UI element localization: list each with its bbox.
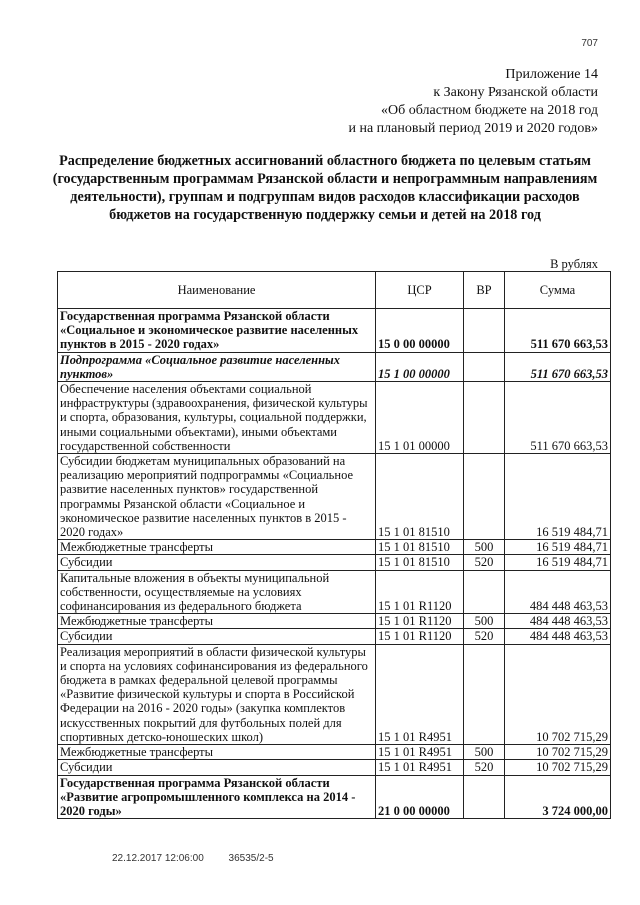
row-amount: 511 670 663,53	[505, 309, 611, 353]
row-amount: 484 448 463,53	[505, 570, 611, 614]
table-header-row	[58, 272, 611, 309]
row-amount: 10 702 715,29	[505, 745, 611, 760]
row-name: Межбюджетные трансферты	[58, 745, 376, 760]
row-name: Межбюджетные трансферты	[58, 540, 376, 555]
row-vr	[464, 570, 505, 614]
row-csr: 15 1 01 R4951	[376, 644, 464, 744]
table-row	[58, 629, 611, 644]
row-vr: 500	[464, 614, 505, 629]
table-row	[58, 570, 611, 614]
row-amount: 10 702 715,29	[505, 760, 611, 775]
row-name: Субсидии	[58, 760, 376, 775]
row-csr: 15 1 00 00000	[376, 352, 464, 381]
budget-table	[57, 271, 611, 819]
stamp-datetime: 22.12.2017 12:06:00	[112, 853, 204, 864]
appendix-header	[348, 66, 598, 138]
row-amount: 16 519 484,71	[505, 454, 611, 540]
header-vr: ВР	[464, 272, 505, 309]
row-vr	[464, 352, 505, 381]
row-amount: 16 519 484,71	[505, 555, 611, 570]
table-body	[58, 309, 611, 819]
table-row	[58, 555, 611, 570]
header-name: Наименование	[58, 272, 376, 309]
row-name: Межбюджетные трансферты	[58, 614, 376, 629]
table-row	[58, 644, 611, 744]
table-row	[58, 760, 611, 775]
table-row	[58, 352, 611, 381]
row-csr: 15 1 01 81510	[376, 454, 464, 540]
row-amount: 3 724 000,00	[505, 775, 611, 819]
row-vr: 520	[464, 760, 505, 775]
appendix-line: и на плановый период 2019 и 2020 годов»	[348, 121, 598, 136]
row-csr: 15 1 01 00000	[376, 382, 464, 454]
row-amount: 484 448 463,53	[505, 629, 611, 644]
row-vr	[464, 644, 505, 744]
row-vr	[464, 382, 505, 454]
row-amount: 10 702 715,29	[505, 644, 611, 744]
row-name: Субсидии бюджетам муниципальных образований на реализацию мероприятий подпрограммы «Социальное развитие населенных пунктов» государственной программы Рязанской области «Социальное и экономическое развитие населенных пунктов в 2015 - 2020 годах»	[58, 454, 376, 540]
row-csr: 15 1 01 R1120	[376, 614, 464, 629]
row-amount: 511 670 663,53	[505, 382, 611, 454]
row-csr: 15 1 01 R4951	[376, 745, 464, 760]
row-csr: 21 0 00 00000	[376, 775, 464, 819]
appendix-line: к Закону Рязанской области	[433, 85, 598, 100]
row-name: Подпрограмма «Социальное развитие населенных пунктов»	[58, 352, 376, 381]
row-csr: 15 0 00 00000	[376, 309, 464, 353]
row-vr: 500	[464, 745, 505, 760]
row-name: Капитальные вложения в объекты муниципальной собственности, осуществляемые на условиях софинансирования из федерального бюджета	[58, 570, 376, 614]
row-amount: 511 670 663,53	[505, 352, 611, 381]
appendix-line: «Об областном бюджете на 2018 год	[381, 103, 598, 118]
row-name: Субсидии	[58, 629, 376, 644]
row-csr: 15 1 01 R4951	[376, 760, 464, 775]
row-vr: 500	[464, 540, 505, 555]
row-amount: 484 448 463,53	[505, 614, 611, 629]
page-number: 707	[581, 38, 598, 49]
row-name: Реализация мероприятий в области физической культуры и спорта на условиях софинансирования из федерального бюджета в рамках федеральной целевой программы «Развитие физической культуры и спорта в Российской Федерации на 2016 - 2020 годы» (закупка комплектов искусственных покрытий для футбольных полей для спортивных детско-юношеских школ)	[58, 644, 376, 744]
table-row	[58, 382, 611, 454]
row-csr: 15 1 01 81510	[376, 555, 464, 570]
header-amount: Сумма	[505, 272, 611, 309]
row-vr: 520	[464, 629, 505, 644]
table-row	[58, 745, 611, 760]
row-name: Государственная программа Рязанской области «Развитие агропромышленного комплекса на 2014 - 2020 годы»	[58, 775, 376, 819]
row-name: Государственная программа Рязанской области «Социальное и экономическое развитие населенных пунктов в 2015 - 2020 годах»	[58, 309, 376, 353]
row-vr	[464, 309, 505, 353]
units-label: В рублях	[550, 257, 598, 271]
table-row	[58, 775, 611, 819]
table-row	[58, 540, 611, 555]
table-row	[58, 309, 611, 353]
row-csr: 15 1 01 R1120	[376, 570, 464, 614]
row-name: Обеспечение населения объектами социальной инфраструктуры (здравоохранения, физической культуры и спорта, образования, культуры, социальной поддержки, иными социальными объектами), иными объектами государственной собственности	[58, 382, 376, 454]
row-amount: 16 519 484,71	[505, 540, 611, 555]
header-csr: ЦСР	[376, 272, 464, 309]
appendix-line: Приложение 14	[505, 67, 598, 82]
row-name: Субсидии	[58, 555, 376, 570]
footer-stamp	[112, 853, 274, 864]
document-title: Распределение бюджетных ассигнований областного бюджета по целевым статьям (государственным программам Рязанской области и непрограммным направлениям деятельности), группам и подгруппам видов расходов классификации расходов бюджетов на государственную поддержку семьи и детей на 2018 год	[52, 153, 598, 223]
table-row	[58, 614, 611, 629]
row-csr: 15 1 01 R1120	[376, 629, 464, 644]
row-vr: 520	[464, 555, 505, 570]
stamp-doc-id: 36535/2-5	[228, 853, 274, 864]
row-vr	[464, 775, 505, 819]
table-row	[58, 454, 611, 540]
row-csr: 15 1 01 81510	[376, 540, 464, 555]
row-vr	[464, 454, 505, 540]
